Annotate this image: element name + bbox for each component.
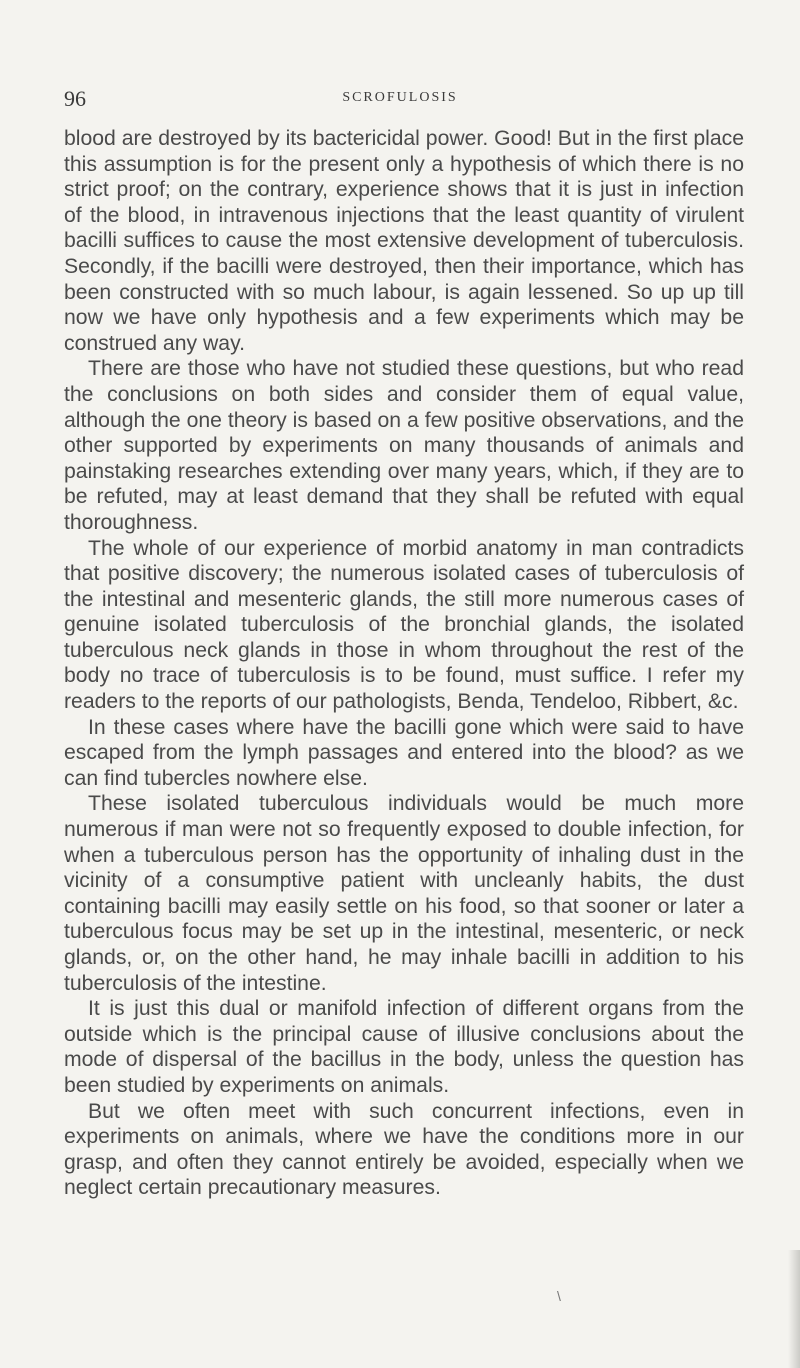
- running-head: SCROFULOSIS: [342, 90, 458, 105]
- stray-mark: \: [557, 1288, 561, 1304]
- paragraph-5: These isolated tuberculous individuals would be much more numerous if man were not so frequently exposed to double infection, for when a tuberculous person has the opportunity of inhaling dust in the vicinity of a consumptive patient with uncleanly habits, the dust containing bacilli may easily settle on his food, so that sooner or later a tuberculous focus may be set up in the intestinal, mesenteric, or neck glands, or, on the other hand, he may inhale bacilli in addition to his tuberculosis of the intestine.: [64, 792, 744, 995]
- paragraph-2: There are those who have not studied these questions, but who read the conclusions on both sides and consider them of equal value, although the one theory is based on a few positive observations, and the other supported by experiments on many thousands of animals and painstaking researches extending over many years, which, if they are to be refuted, may at least demand that they shall be refuted with equal thoroughness.: [64, 357, 744, 534]
- body-text: [64, 126, 744, 1201]
- paragraph-1: blood are destroyed by its bactericidal power. Good! But in the first place this assumption is for the present only a hypothesis of which there is no strict proof; on the contrary, experience shows that it is just in infection of the blood, in intravenous injections that the least quantity of virulent bacilli suffices to cause the most extensive development of tuberculosis. Secondly, if the bacilli were destroyed, then their importance, which has been constructed with so much labour, is again lessened. So up up till now we have only hypothesis and a few experiments which may be construed any way.: [64, 127, 744, 355]
- page-number: 96: [64, 86, 86, 111]
- paragraph-7: But we often meet with such concurrent infections, even in experiments on animals, where we have the conditions more in our grasp, and often they cannot entirely be avoided, especially when we neglect certain precautionary measures.: [64, 1099, 744, 1200]
- paragraph-6: It is just this dual or manifold infection of different organs from the outside which is the principal cause of illusive conclusions about the mode of dispersal of the bacillus in the body, unless the question has been studied by experiments on animals.: [64, 997, 744, 1097]
- page-edge-shadow: [788, 1250, 800, 1368]
- page-header: [64, 86, 736, 116]
- paragraph-4: In these cases where have the bacilli gone which were said to have escaped from the lymph passages and entered into the blood? as we can find tubercles nowhere else.: [64, 715, 744, 790]
- paragraph-3: The whole of our experience of morbid anatomy in man contradicts that positive discovery; the numerous isolated cases of tuberculosis of the intestinal and mesenteric glands, the still more numerous cases of genuine isolated tuberculosis of the bronchial glands, the isolated tuberculous neck glands in those in whom throughout the rest of the body no trace of tuberculosis is to be found, must suffice. I refer my readers to the reports of our pathologists, Benda, Tendeloo, Ribbert, &c.: [64, 536, 744, 714]
